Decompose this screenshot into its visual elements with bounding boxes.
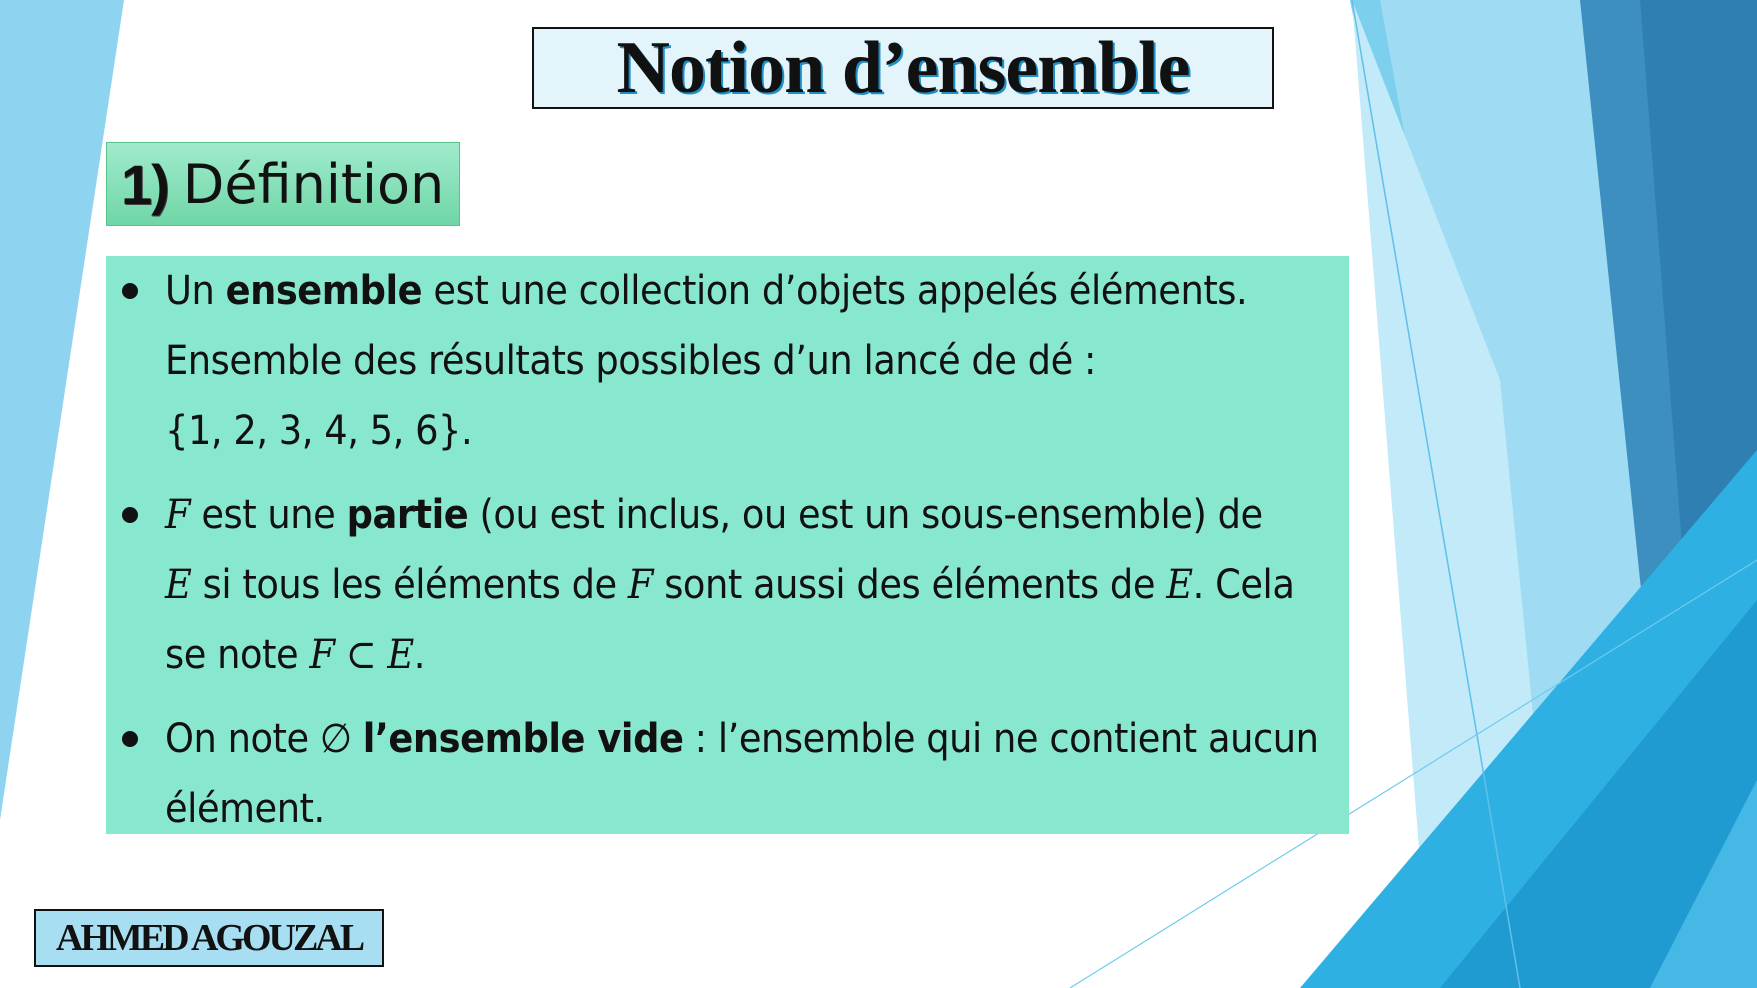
- definition-panel: [106, 256, 1349, 834]
- item1-line2: Ensemble des résultats possibles d’un lancé de dé :: [165, 338, 1096, 384]
- item2-line2: E si tous les éléments de F sont aussi des éléments de E. Cela: [165, 562, 1295, 608]
- list-item: [106, 480, 1349, 690]
- author-name: AHMED AGOUZAL: [55, 917, 363, 959]
- section-label: Définition: [182, 152, 445, 216]
- item2-line1: F est une partie (ou est inclus, ou est un sous-ensemble) de: [165, 492, 1263, 538]
- section-number: 1): [121, 152, 169, 216]
- section-heading: [106, 142, 460, 226]
- bullet-icon: [122, 507, 138, 523]
- item3-line1: On note ∅ l’ensemble vide : l’ensemble qui ne contient aucun: [165, 716, 1319, 762]
- author-box: [34, 909, 384, 967]
- slide-title: Notion d’ensemble: [616, 27, 1190, 109]
- list-item: [106, 704, 1349, 844]
- bullet-icon: [122, 731, 138, 747]
- list-item: [106, 256, 1349, 466]
- bullet-icon: [122, 283, 138, 299]
- item2-line3: se note F ⊂ E.: [165, 632, 426, 678]
- item1-line1: Un ensemble est une collection d’objets appelés éléments.: [165, 268, 1248, 314]
- item1-line3: {1, 2, 3, 4, 5, 6}.: [165, 408, 473, 454]
- title-box: [532, 27, 1274, 109]
- item3-line2: élément.: [165, 786, 325, 832]
